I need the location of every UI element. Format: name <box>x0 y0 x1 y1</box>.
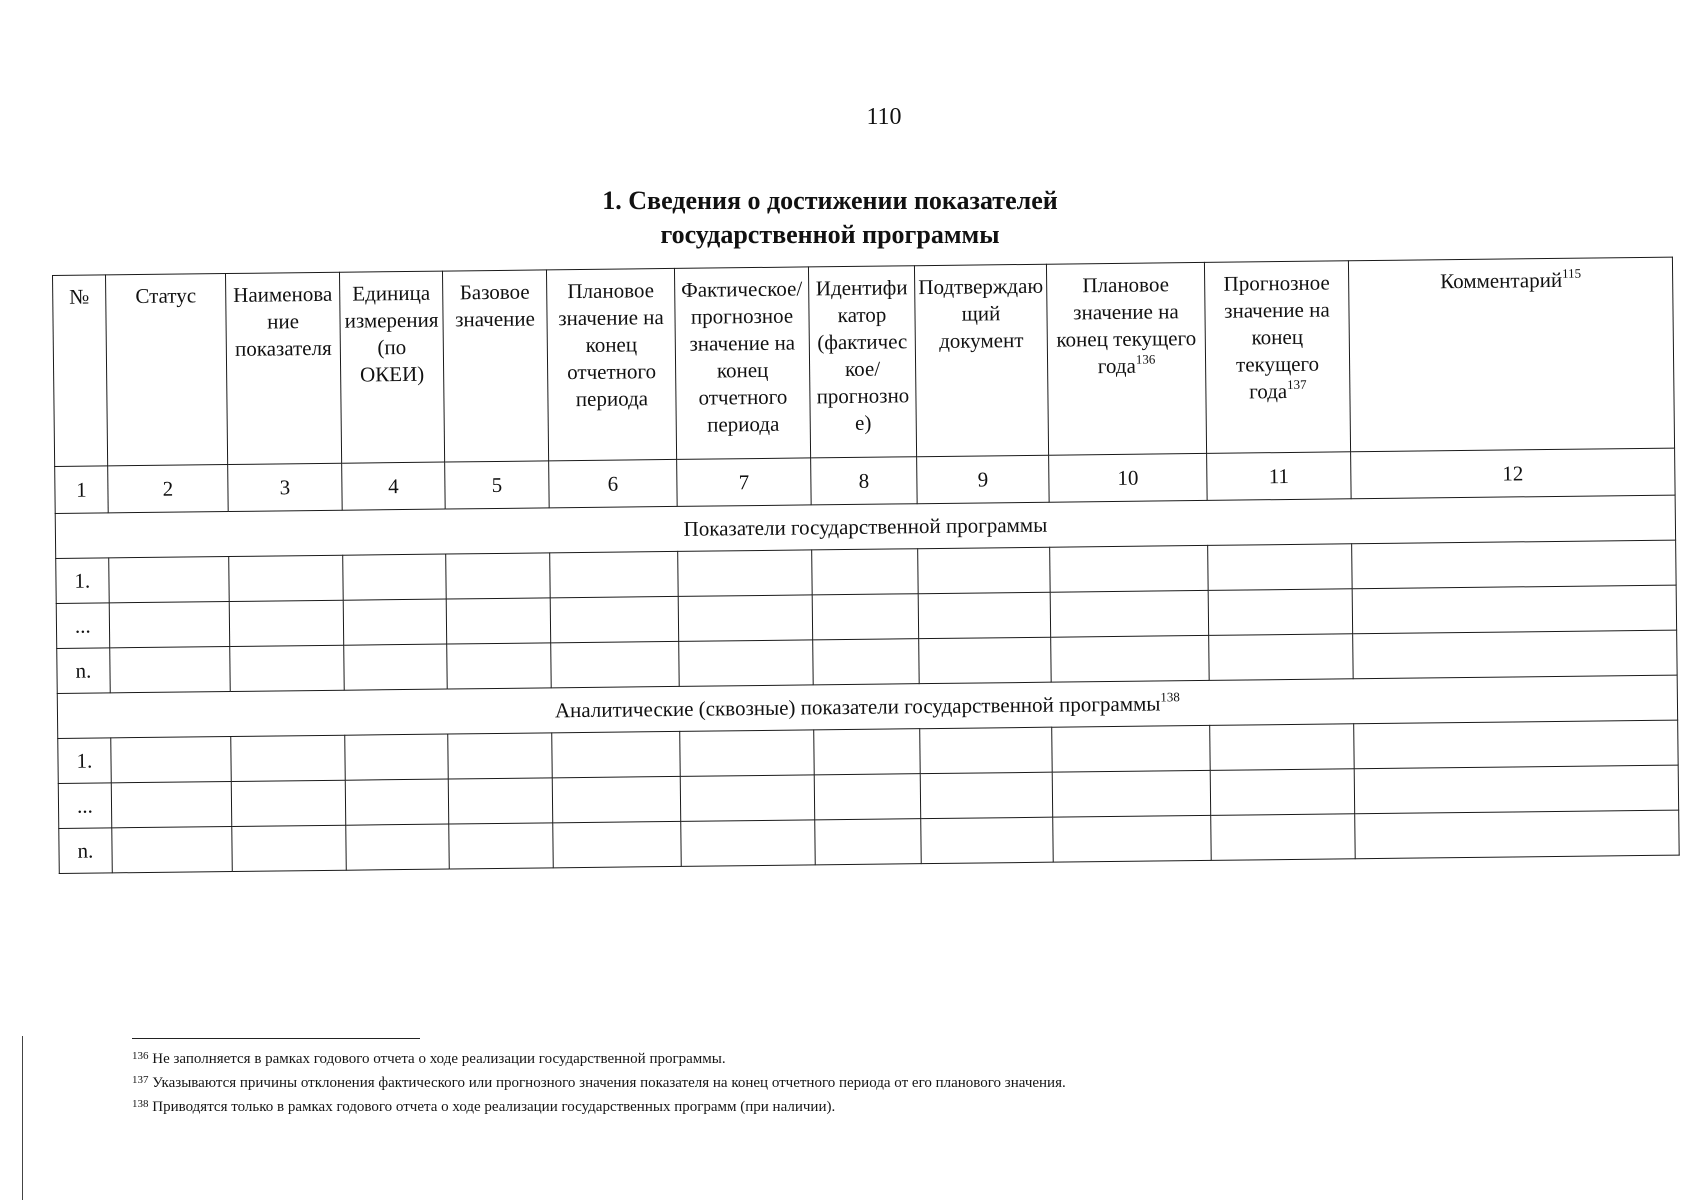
empty-cell <box>1053 815 1212 862</box>
empty-cell <box>1210 769 1355 816</box>
empty-cell <box>814 729 921 775</box>
empty-cell <box>344 644 448 690</box>
header-supporting-document: Подтверждающий документ <box>914 264 1048 456</box>
empty-cell <box>812 549 919 595</box>
table-header-row <box>53 257 1675 466</box>
empty-cell <box>231 780 346 826</box>
column-number: 6 <box>549 459 678 507</box>
empty-cell <box>1050 590 1209 637</box>
document-title <box>500 184 1160 252</box>
footnote-ref-115: 115 <box>1561 265 1582 281</box>
empty-cell <box>814 774 921 820</box>
header-comment: Комментарий$^{115}$ <box>1348 257 1674 452</box>
footnote-separator <box>132 1038 420 1039</box>
empty-cell <box>552 776 681 822</box>
empty-cell <box>111 781 232 827</box>
document-title-line2: государственной программы <box>660 220 1000 249</box>
column-number: 1 <box>55 466 109 514</box>
header-unit-okei: Единица измерения (по ОКЕИ) <box>339 271 444 463</box>
empty-cell <box>551 641 680 687</box>
empty-cell <box>229 555 344 601</box>
empty-cell <box>920 772 1053 818</box>
indicators-table <box>52 257 1680 874</box>
footnote-137: $^{137}$ Указываются причины отклонения фактического или прогнозного значения показателя на конец отчетного периода от его планового значения. <box>132 1074 1066 1091</box>
empty-cell <box>109 557 230 603</box>
empty-cell <box>920 727 1053 773</box>
column-number: 9 <box>917 455 1050 503</box>
empty-cell <box>229 600 344 646</box>
footnote-136: $^{136}$ Не заполняется в рамках годового отчета о ходе реализации государственной программы. <box>132 1050 726 1067</box>
empty-cell <box>1354 765 1678 814</box>
empty-cell <box>447 643 552 689</box>
empty-cell <box>1353 630 1677 679</box>
empty-cell <box>345 734 449 780</box>
empty-cell <box>345 779 449 825</box>
page-number: 110 <box>866 104 902 130</box>
section-title: Аналитические (сквозные) показатели государственной программы$^{138}$ <box>57 675 1677 738</box>
empty-cell <box>446 598 551 644</box>
empty-cell <box>1211 814 1356 861</box>
column-number: 12 <box>1351 448 1676 499</box>
empty-cell <box>1050 545 1209 592</box>
empty-cell <box>1354 720 1678 769</box>
footnote-138: $^{138}$ Приводятся только в рамках годового отчета о ходе реализации государственных программ (при наличии). <box>132 1098 836 1115</box>
empty-cell <box>681 820 816 867</box>
empty-cell <box>111 737 232 783</box>
header-planned-year-value: Плановое значение на конец текущего года$^{136}$ <box>1046 262 1206 455</box>
empty-cell <box>448 733 553 779</box>
header-indicator-name: Наименование показателя <box>225 272 341 464</box>
empty-cell <box>680 730 815 777</box>
empty-cell <box>678 595 813 642</box>
empty-cell <box>1209 634 1354 681</box>
empty-cell <box>553 821 682 867</box>
empty-cell <box>343 554 447 600</box>
empty-cell <box>446 553 551 599</box>
empty-cell <box>679 640 814 687</box>
section-title: Показатели государственной программы <box>55 495 1675 558</box>
column-number: 11 <box>1207 452 1352 501</box>
empty-cell <box>550 596 679 642</box>
column-number: 5 <box>445 461 550 509</box>
empty-cell <box>343 599 447 645</box>
empty-cell <box>1352 585 1676 634</box>
indicators-table-container <box>52 257 1679 874</box>
empty-cell <box>1208 589 1353 636</box>
column-number: 2 <box>108 465 229 513</box>
empty-cell <box>815 819 922 865</box>
empty-cell <box>1051 635 1210 682</box>
footnote-ref-138: 138 <box>1160 688 1180 704</box>
header-base-value: Базовое значение <box>442 270 548 462</box>
empty-cell <box>230 645 345 691</box>
empty-cell <box>109 602 230 648</box>
empty-cell <box>921 817 1054 863</box>
empty-cell <box>1352 540 1676 589</box>
column-number: 10 <box>1049 453 1208 502</box>
empty-cell <box>346 824 450 870</box>
empty-cell <box>552 731 681 777</box>
column-number: 7 <box>677 458 812 507</box>
header-status: Статус <box>106 274 228 466</box>
empty-cell <box>1052 725 1211 772</box>
empty-cell <box>550 551 679 597</box>
empty-cell <box>1208 544 1353 591</box>
empty-cell <box>1355 810 1679 859</box>
header-number: № <box>53 275 108 467</box>
empty-cell <box>448 778 553 824</box>
empty-cell <box>1210 724 1355 771</box>
row-number: 1. <box>56 558 110 604</box>
empty-cell <box>678 550 813 597</box>
empty-cell <box>680 775 815 822</box>
empty-cell <box>919 637 1052 683</box>
footnote-ref-136: 136 <box>1135 351 1156 367</box>
header-actual-forecast-value: Фактическое/прогнозное значение на конец отчетного периода <box>674 267 810 460</box>
empty-cell <box>449 823 554 869</box>
column-number: 3 <box>228 463 343 511</box>
empty-cell <box>110 647 231 693</box>
header-identifier: Идентификатор (фактическое/прогнозное) <box>808 266 916 458</box>
empty-cell <box>112 826 233 872</box>
empty-cell <box>918 592 1051 638</box>
empty-cell <box>232 825 347 871</box>
header-planned-period-value: Плановое значение на конец отчетного периода <box>546 268 676 460</box>
footnotes <box>132 1046 1532 1118</box>
empty-cell <box>231 735 346 781</box>
document-title-line1: 1. Сведения о достижении показателей <box>602 186 1058 215</box>
row-number: ... <box>56 603 110 649</box>
row-number: 1. <box>58 738 112 784</box>
row-number: ... <box>58 783 112 829</box>
footnote-ref-137: 137 <box>1286 376 1307 392</box>
empty-cell <box>813 639 920 685</box>
row-number: n. <box>59 828 113 874</box>
empty-cell <box>918 547 1051 593</box>
row-number: n. <box>57 648 111 694</box>
empty-cell <box>1052 770 1211 817</box>
header-forecast-year-value: Прогнозное значение на конец текущего года$^{137}$ <box>1204 261 1350 454</box>
column-number: 8 <box>811 457 918 505</box>
margin-line <box>22 1036 23 1200</box>
column-number: 4 <box>342 462 446 510</box>
empty-cell <box>812 594 919 640</box>
